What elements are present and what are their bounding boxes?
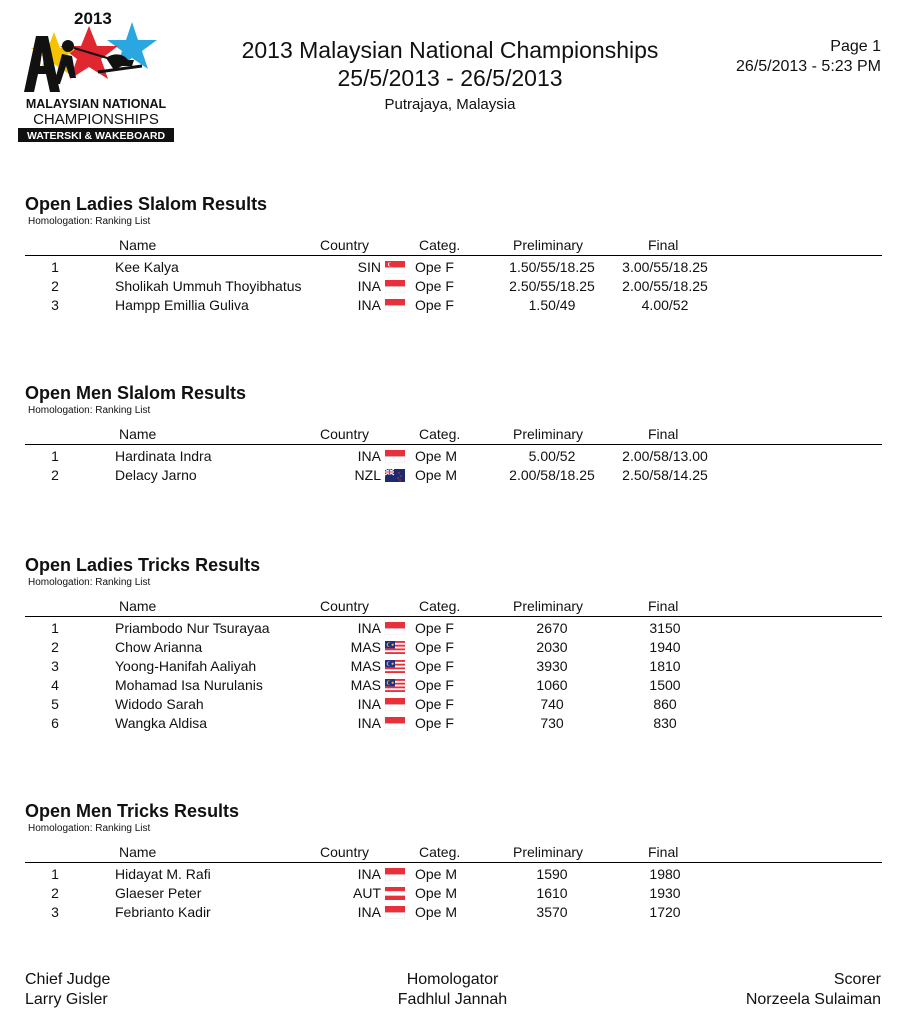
- col-header-preliminary: Preliminary: [513, 426, 584, 442]
- rank: 6: [51, 715, 59, 731]
- col-header-categ: Categ.: [419, 237, 461, 253]
- athlete-name: Mohamad Isa Nurulanis: [115, 677, 263, 693]
- preliminary-score: 2.00/58/18.25: [509, 467, 595, 483]
- col-header-country: Country: [320, 598, 370, 614]
- rank: 2: [51, 467, 59, 483]
- flag-ina-icon: [385, 717, 405, 730]
- chief-judge-label: Chief Judge: [25, 971, 111, 988]
- report-title-block: [190, 36, 710, 115]
- header-rule: [25, 616, 882, 617]
- category: Ope M: [415, 885, 458, 901]
- country-code: INA: [357, 866, 381, 882]
- report-title: 2013 Malaysian National Championships: [241, 37, 659, 63]
- flag-ina-icon: [385, 622, 405, 635]
- homologation-note: Homologation: Ranking List: [28, 577, 151, 588]
- flag-sin-icon: [385, 261, 405, 274]
- col-header-country: Country: [320, 237, 370, 253]
- athlete-name: Delacy Jarno: [115, 467, 197, 483]
- athlete-name: Hampp Emillia Guliva: [115, 297, 249, 313]
- homologator-block: [380, 970, 525, 1010]
- svg-text:WATERSKI & WAKEBOARD: WATERSKI & WAKEBOARD: [26, 130, 166, 142]
- homologator-label: Homologator: [406, 971, 499, 988]
- rank: 5: [51, 696, 59, 712]
- svg-text:2013: 2013: [74, 9, 112, 28]
- preliminary-score: 3930: [536, 658, 568, 674]
- category: Ope F: [415, 658, 454, 674]
- svg-text:CHAMPIONSHIPS: CHAMPIONSHIPS: [33, 111, 159, 128]
- athlete-name: Widodo Sarah: [115, 696, 204, 712]
- result-row: [0, 714, 914, 733]
- col-header-country: Country: [320, 426, 370, 442]
- scorer-label: Scorer: [833, 971, 881, 988]
- result-row: [0, 695, 914, 714]
- result-row: [0, 258, 914, 277]
- col-header-final: Final: [648, 598, 679, 614]
- rank: 2: [51, 885, 59, 901]
- final-score: 1930: [649, 885, 681, 901]
- rank: 1: [51, 259, 59, 275]
- athlete-name: Kee Kalya: [115, 259, 179, 275]
- chief-judge-name: Larry Gisler: [25, 991, 108, 1008]
- result-row: [0, 657, 914, 676]
- category: Ope M: [415, 467, 458, 483]
- athlete-name: Chow Arianna: [115, 639, 203, 655]
- flag-aut-icon: [385, 887, 405, 900]
- report-location: Putrajaya, Malaysia: [384, 96, 516, 113]
- final-score: 1980: [649, 866, 681, 882]
- final-score: 2.50/58/14.25: [622, 467, 708, 483]
- country-code: INA: [357, 620, 381, 636]
- final-score: 860: [653, 696, 677, 712]
- country-code: INA: [357, 715, 381, 731]
- final-score: 3150: [649, 620, 681, 636]
- flag-ina-icon: [385, 698, 405, 711]
- category: Ope F: [415, 696, 454, 712]
- col-header-name: Name: [119, 844, 157, 860]
- col-header-categ: Categ.: [419, 598, 461, 614]
- country-code: INA: [357, 696, 381, 712]
- chief-judge-block: [25, 970, 110, 1010]
- preliminary-score: 2030: [536, 639, 568, 655]
- col-header-final: Final: [648, 237, 679, 253]
- final-score: 3.00/55/18.25: [622, 259, 708, 275]
- preliminary-score: 1.50/49: [528, 297, 576, 313]
- result-row: [0, 676, 914, 695]
- final-score: 1940: [649, 639, 681, 655]
- flag-mas-icon: [385, 679, 405, 692]
- rank: 1: [51, 866, 59, 882]
- col-header-categ: Categ.: [419, 426, 461, 442]
- category: Ope F: [415, 677, 454, 693]
- country-code: NZL: [354, 467, 381, 483]
- category: Ope M: [415, 448, 458, 464]
- section-title: Open Ladies Slalom Results: [25, 194, 268, 214]
- country-code: INA: [357, 297, 381, 313]
- category: Ope F: [415, 639, 454, 655]
- section-title: Open Ladies Tricks Results: [25, 555, 261, 575]
- country-code: MAS: [350, 677, 381, 693]
- flag-mas-icon: [385, 660, 405, 673]
- col-header-preliminary: Preliminary: [513, 598, 584, 614]
- athlete-name: Hidayat M. Rafi: [115, 866, 211, 882]
- svg-text:MALAYSIAN NATIONAL: MALAYSIAN NATIONAL: [25, 97, 167, 111]
- header-rule: [25, 255, 882, 256]
- rank: 2: [51, 639, 59, 655]
- category: Ope F: [415, 297, 454, 313]
- homologation-note: Homologation: Ranking List: [28, 405, 151, 416]
- page-number: Page 1: [830, 38, 881, 55]
- preliminary-score: 2.50/55/18.25: [509, 278, 595, 294]
- col-header-country: Country: [320, 844, 370, 860]
- preliminary-score: 730: [540, 715, 564, 731]
- flag-ina-icon: [385, 299, 405, 312]
- preliminary-score: 2670: [536, 620, 568, 636]
- rank: 1: [51, 448, 59, 464]
- homologation-note: Homologation: Ranking List: [28, 216, 151, 227]
- col-header-name: Name: [119, 426, 157, 442]
- preliminary-score: 1060: [536, 677, 568, 693]
- scorer-block: [746, 970, 881, 1010]
- country-code: MAS: [350, 658, 381, 674]
- result-row: [0, 619, 914, 638]
- country-code: INA: [357, 904, 381, 920]
- category: Ope F: [415, 278, 454, 294]
- page-info: [736, 37, 881, 77]
- athlete-name: Febrianto Kadir: [115, 904, 211, 920]
- scorer-name: Norzeela Sulaiman: [745, 991, 881, 1008]
- result-row: [0, 903, 914, 922]
- col-header-name: Name: [119, 598, 157, 614]
- country-code: AUT: [353, 885, 381, 901]
- rank: 2: [51, 278, 59, 294]
- result-row: [0, 277, 914, 296]
- athlete-name: Hardinata Indra: [115, 448, 212, 464]
- result-row: [0, 865, 914, 884]
- preliminary-score: 5.00/52: [528, 448, 576, 464]
- section-title: Open Men Tricks Results: [25, 801, 240, 821]
- category: Ope F: [415, 620, 454, 636]
- final-score: 2.00/55/18.25: [622, 278, 708, 294]
- category: Ope M: [415, 904, 458, 920]
- result-row: [0, 296, 914, 315]
- category: Ope F: [415, 715, 454, 731]
- preliminary-score: 3570: [536, 904, 568, 920]
- col-header-preliminary: Preliminary: [513, 237, 584, 253]
- header-rule: [25, 444, 882, 445]
- preliminary-score: 1610: [536, 885, 568, 901]
- rank: 3: [51, 658, 59, 674]
- final-score: 830: [653, 715, 677, 731]
- printed-timestamp: 26/5/2013 - 5:23 PM: [736, 58, 881, 75]
- final-score: 1720: [649, 904, 681, 920]
- flag-ina-icon: [385, 868, 405, 881]
- header-rule: [25, 862, 882, 863]
- final-score: 1500: [649, 677, 681, 693]
- result-row: [0, 466, 914, 485]
- preliminary-score: 740: [540, 696, 564, 712]
- report-dates: 25/5/2013 - 26/5/2013: [337, 65, 563, 91]
- rank: 3: [51, 297, 59, 313]
- category: Ope M: [415, 866, 458, 882]
- flag-nzl-icon: [385, 469, 405, 482]
- col-header-final: Final: [648, 426, 679, 442]
- final-score: 4.00/52: [641, 297, 689, 313]
- section-title: Open Men Slalom Results: [25, 383, 247, 403]
- athlete-name: Sholikah Ummuh Thoyibhatus: [115, 278, 302, 294]
- rank: 1: [51, 620, 59, 636]
- country-code: MAS: [350, 639, 381, 655]
- rank: 3: [51, 904, 59, 920]
- col-header-preliminary: Preliminary: [513, 844, 584, 860]
- flag-ina-icon: [385, 906, 405, 919]
- flag-mas-icon: [385, 641, 405, 654]
- rank: 4: [51, 677, 59, 693]
- homologation-note: Homologation: Ranking List: [28, 823, 151, 834]
- homologator-name: Fadhlul Jannah: [397, 991, 508, 1008]
- col-header-final: Final: [648, 844, 679, 860]
- country-code: INA: [357, 278, 381, 294]
- athlete-name: Wangka Aldisa: [115, 715, 208, 731]
- preliminary-score: 1.50/55/18.25: [509, 259, 595, 275]
- preliminary-score: 1590: [536, 866, 568, 882]
- col-header-categ: Categ.: [419, 844, 461, 860]
- result-row: [0, 884, 914, 903]
- category: Ope F: [415, 259, 454, 275]
- final-score: 2.00/58/13.00: [622, 448, 708, 464]
- flag-ina-icon: [385, 280, 405, 293]
- athlete-name: Yoong-Hanifah Aaliyah: [115, 658, 257, 674]
- country-code: INA: [357, 448, 381, 464]
- result-row: [0, 638, 914, 657]
- flag-ina-icon: [385, 450, 405, 463]
- logo-graphic: [14, 8, 179, 144]
- final-score: 1810: [649, 658, 681, 674]
- col-header-name: Name: [119, 237, 157, 253]
- athlete-name: Glaeser Peter: [115, 885, 202, 901]
- athlete-name: Priambodo Nur Tsurayaa: [115, 620, 270, 636]
- championship-logo: [14, 8, 179, 144]
- result-row: [0, 447, 914, 466]
- country-code: SIN: [357, 259, 381, 275]
